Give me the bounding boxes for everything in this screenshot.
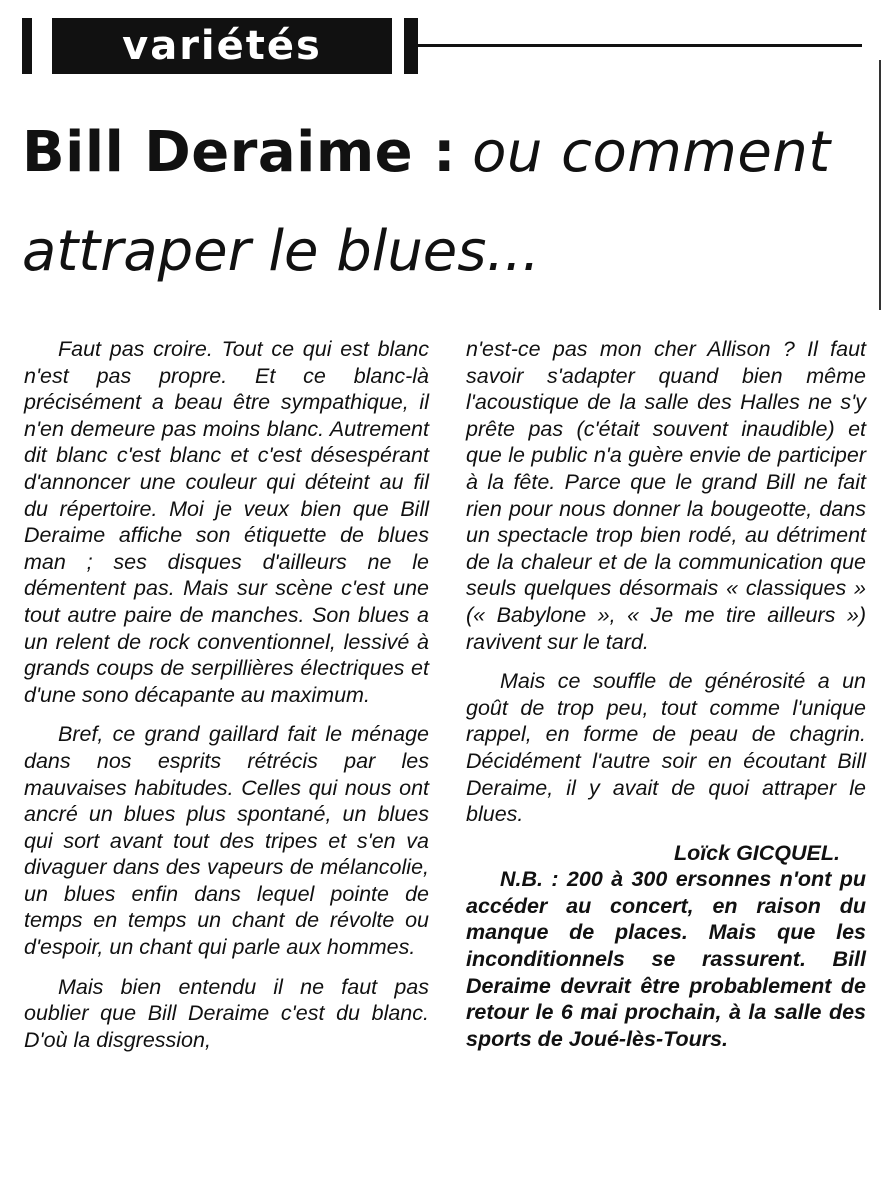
rubric-right-bar [404, 18, 418, 74]
headline-italic: ou comment [472, 120, 831, 185]
headline-bold: Bill Deraime : [22, 120, 457, 185]
nota-bene: N.B. : 200 à 300 ersonnes n'ont pu accéder au concert, en raison du manque de places. Mais que les inconditionnels se rassurent. Bill Deraime devrait être probablement de retour le 6 mai prochain, à la salle des sports de Joué-lès-Tours. [466, 867, 866, 1051]
rubric-rule [418, 44, 862, 47]
article-column-left [24, 336, 429, 1053]
author-signature: Loïck GICQUEL. [673, 840, 840, 865]
headline-line-2: attraper le blues... [22, 219, 540, 284]
rubric-label: variétés [52, 18, 392, 74]
article-column-right [466, 336, 866, 1052]
paragraph: Bref, ce grand gaillard fait le ménage dans nos esprits rétrécis par les mauvaises habitudes. Celles qui nous ont ancré un blues plus spontané, un blues qui sort avant tout des tripes et s'en va divaguer dans des vapeurs de mélancolie, un blues enfin dans lequel pointe de temps en temps un chant de révolte ou d'espoir, un chant qui parle aux hommes. [24, 722, 429, 960]
headline-line-1 [22, 112, 867, 193]
paragraph: Mais bien entendu il ne faut pas oublier que Bill Deraime c'est du blanc. D'où la disgression, [24, 974, 429, 1052]
paragraph: n'est-ce pas mon cher Allison ? Il faut savoir s'adapter quand bien même l'acoustique de la salle des Halles ne s'y prête pas (c'était souvent inaudible) et que le public n'a guère envie de participer à la fête. Parce que le grand Bill ne fait rien pour nous donner la bougeotte, dans un spectacle trop bien rodé, au détriment de la chaleur et de la communication que seuls quelques désormais « classiques » (« Babylone », « Je me tire ailleurs ») ravivent sur le tard. [466, 337, 866, 654]
frame-line [879, 60, 881, 310]
rubric-left-bar [22, 18, 32, 74]
paragraph: Faut pas croire. Tout ce qui est blanc n'est pas propre. Et ce blanc-là précisément a beau être sympathique, il n'en demeure pas moins blanc. Autrement dit blanc c'est blanc et c'est désespérant d'annoncer une couleur qui déteint au fil du répertoire. Moi je veux bien que Bill Deraime affiche son étiquette de blues man ; ses disques d'ailleurs ne le démentent pas. Mais sur scène c'est une tout autre paire de manches. Son blues a un relent de rock conventionnel, lessivé à grands coups de serpillières électriques et d'une sono décapante au maximum. [24, 337, 429, 707]
paragraph: Mais ce souffle de générosité a un goût de trop peu, tout comme l'unique rappel, en forme de peau de chagrin. Décidément l'autre soir en écoutant Bill Deraime, il y avait de quoi attraper le blues. [466, 669, 866, 827]
